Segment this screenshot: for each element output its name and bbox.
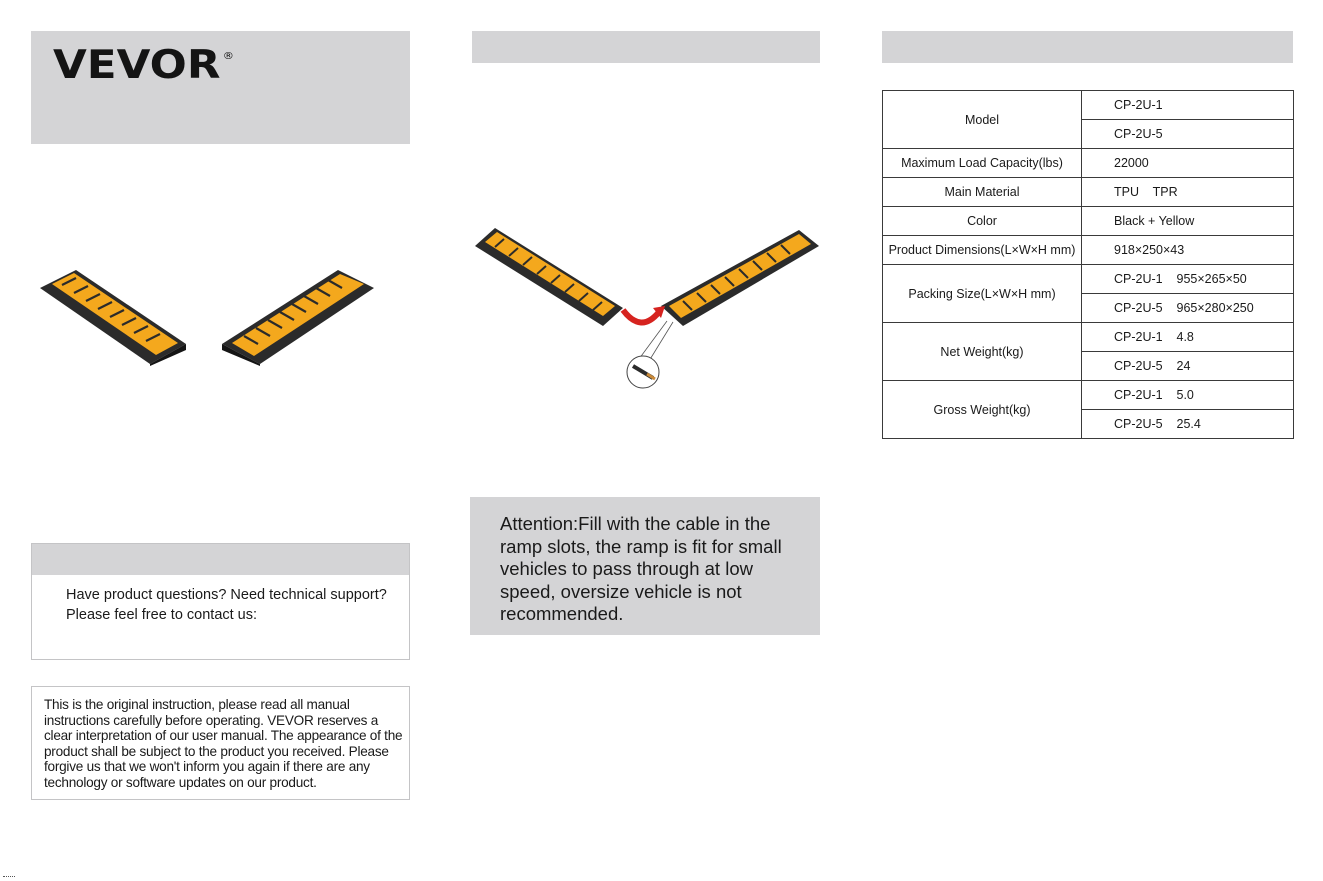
attention-text: Attention:Fill with the cable in the ramp slots, the ramp is fit for small vehicles to pass through at low speed, oversize vehicle is not recommended. — [500, 513, 782, 624]
model-label: Model — [883, 91, 1082, 149]
connect-arrow-icon — [623, 310, 659, 323]
packing-label: Packing Size(L×W×H mm) — [883, 265, 1082, 323]
disclaimer-box — [31, 686, 410, 800]
packing-value-2: CP-2U-5 965×280×250 — [1082, 294, 1294, 323]
material-value: TPU TPR — [1082, 178, 1294, 207]
brand-panel — [31, 31, 410, 144]
cable-ramp-left — [40, 270, 186, 366]
table-row — [883, 178, 1294, 207]
max-load-label: Maximum Load Capacity(lbs) — [883, 149, 1082, 178]
table-row — [883, 381, 1294, 410]
table-row — [883, 207, 1294, 236]
support-line-2: Please feel free to contact us: — [66, 607, 258, 623]
model-value-2: CP-2U-5 — [1082, 120, 1294, 149]
specs-header-bar — [882, 31, 1293, 63]
gross-weight-label: Gross Weight(kg) — [883, 381, 1082, 439]
material-label: Main Material — [883, 178, 1082, 207]
table-row — [883, 91, 1294, 120]
dimensions-label: Product Dimensions(L×W×H mm) — [883, 236, 1082, 265]
registered-mark: ® — [222, 51, 234, 62]
table-row — [883, 236, 1294, 265]
support-box — [31, 543, 410, 660]
gross-weight-value-2: CP-2U-5 25.4 — [1082, 410, 1294, 439]
logo-text: VEVOR — [53, 43, 221, 88]
net-weight-value-2: CP-2U-5 24 — [1082, 352, 1294, 381]
table-row — [883, 149, 1294, 178]
dimensions-value: 918×250×43 — [1082, 236, 1294, 265]
table-row — [883, 323, 1294, 352]
installation-diagram — [473, 226, 823, 392]
ramp-left-diagram — [475, 228, 623, 326]
specifications-table — [882, 90, 1294, 439]
net-weight-label: Net Weight(kg) — [883, 323, 1082, 381]
cable-ramp-right — [222, 270, 374, 366]
vevor-logo — [53, 43, 232, 88]
max-load-value: 22000 — [1082, 149, 1294, 178]
support-text — [66, 585, 387, 625]
installation-header-bar — [472, 31, 820, 63]
color-value: Black + Yellow — [1082, 207, 1294, 236]
model-value-1: CP-2U-1 — [1082, 91, 1294, 120]
packing-value-1: CP-2U-1 955×265×50 — [1082, 265, 1294, 294]
color-label: Color — [883, 207, 1082, 236]
net-weight-value-1: CP-2U-1 4.8 — [1082, 323, 1294, 352]
disclaimer-text: This is the original instruction, please read all manual instructions carefully before operating. VEVOR reserves a clear interpretation of our user manual. The appearance of the product shall be subject to the product you received. Please forgive us that we won't inform you again if there are any technology or software updates on our product. — [44, 697, 403, 790]
support-line-1: Have product questions? Need technical support? — [66, 587, 387, 603]
table-row — [883, 265, 1294, 294]
gross-weight-value-1: CP-2U-1 5.0 — [1082, 381, 1294, 410]
support-header-bar — [32, 544, 409, 575]
footer-mark — [3, 876, 15, 878]
attention-panel — [470, 497, 820, 635]
ramp-right-diagram — [661, 230, 819, 326]
product-image-ramps — [38, 266, 388, 366]
